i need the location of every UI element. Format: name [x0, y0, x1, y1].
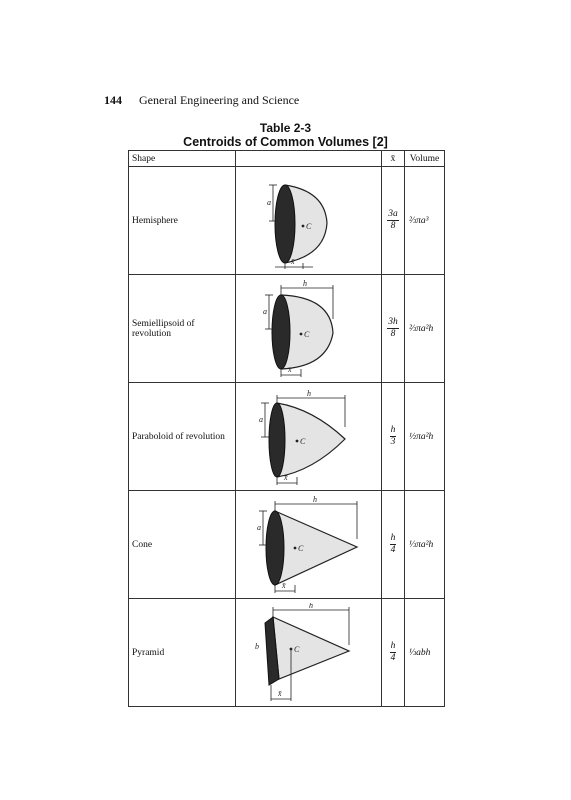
shape-name: Cone [129, 491, 236, 599]
centroid-numerator: h [390, 425, 396, 435]
volume-cell: ½πa²h [405, 383, 445, 491]
point-label-c: C [303, 329, 309, 339]
col-header-centroid: x̄ [382, 151, 405, 167]
shape-name: Paraboloid of revolution [129, 383, 236, 491]
centroid-denominator: 8 [390, 221, 396, 231]
table-row [129, 491, 445, 599]
hemisphere-figure [236, 167, 382, 275]
centroid-denominator: 8 [390, 329, 396, 339]
dim-label-h: h [312, 494, 317, 504]
table-row [129, 275, 445, 383]
col-header-figure [236, 151, 382, 167]
page-header [104, 93, 299, 108]
dim-label-xbar: x̄ [287, 364, 292, 374]
cone-figure [236, 491, 382, 599]
dim-label-a: a [262, 306, 267, 316]
centroid-cell [382, 167, 405, 275]
dim-label-xbar: x̄ [277, 688, 282, 698]
volume-cell: ⅔πa³ [405, 167, 445, 275]
dim-label-a: a [256, 522, 261, 532]
col-header-shape: Shape [129, 151, 236, 167]
point-label-c: C [297, 543, 303, 553]
volume-cell: ⅓πa²h [405, 491, 445, 599]
shape-name: Hemisphere [129, 167, 236, 275]
shape-name: Pyramid [129, 599, 236, 707]
page-number: 144 [104, 93, 122, 107]
centroid-cell [382, 491, 405, 599]
shape-name: Semiellipsoid of revolution [129, 275, 236, 383]
table-number: Table 2-3 [259, 121, 312, 135]
table-header-row [129, 151, 445, 167]
centroid-denominator: 4 [390, 653, 396, 663]
centroid-denominator: 4 [390, 545, 396, 555]
dim-label-h: h [306, 388, 311, 398]
dim-label-xbar: x̄ [290, 256, 295, 266]
table-title: Centroids of Common Volumes [2] [183, 135, 388, 149]
dim-label-a: a [267, 667, 272, 677]
dim-label-h: h [308, 602, 313, 610]
centroid-cell [382, 383, 405, 491]
dim-label-a: a [258, 414, 263, 424]
dim-label-xbar: x̄ [281, 580, 286, 590]
dim-label-b: b [254, 641, 259, 651]
dim-label-h: h [302, 278, 307, 288]
centroid-numerator: 3a [388, 209, 398, 219]
table-row [129, 383, 445, 491]
centroid-cell [382, 599, 405, 707]
volume-cell: ⅓abh [405, 599, 445, 707]
centroid-numerator: 3h [388, 317, 398, 327]
centroid-cell [382, 275, 405, 383]
table-row [129, 167, 445, 275]
dim-label-xbar: x̄ [283, 472, 288, 482]
running-title: General Engineering and Science [139, 93, 300, 107]
volume-cell: ⅔πa²h [405, 275, 445, 383]
dim-label-a: a [266, 197, 271, 207]
centroid-numerator: h [390, 533, 396, 543]
centroid-numerator: h [390, 641, 396, 651]
centroid-denominator: 3 [390, 437, 396, 447]
centroids-table [128, 150, 445, 707]
point-label-c: C [305, 221, 311, 231]
paraboloid-figure [236, 383, 382, 491]
point-label-c: C [293, 644, 299, 654]
pyramid-figure [236, 599, 382, 707]
point-label-c: C [299, 436, 305, 446]
table-row [129, 599, 445, 707]
semiellipsoid-figure [236, 275, 382, 383]
col-header-volume: Volume [405, 151, 445, 167]
